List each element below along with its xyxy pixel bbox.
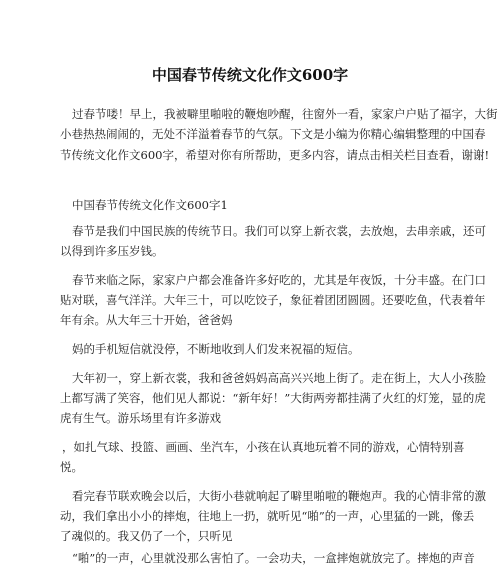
paragraph-line: 虎有生气。游乐场里有许多游戏	[60, 411, 221, 425]
paragraph-line: ，如扎气球、投篮、画画、坐汽车，小孩在认真地玩着不同的游戏，心情特别喜	[62, 440, 465, 454]
paragraph-line: 以得到许多压岁钱。	[60, 244, 164, 258]
paragraph-line: 了魂似的。我又仍了一个，只听见	[60, 529, 233, 543]
article-title: 中国春节传统文化作文600字	[151, 66, 349, 84]
paragraph-line: 悦。	[60, 460, 83, 474]
paragraph-line: 年有余。从大年三十开始，爸爸妈	[60, 313, 233, 327]
paragraph-line: 贴对联，喜气洋洋。大年三十，可以吃饺子，象征着团团圆圆。还要吃鱼，代表着年	[60, 293, 486, 307]
paragraph-line: 看完春节联欢晚会以后，大街小巷就响起了噼里啪啦的鞭炮声。我的心情非常的激	[72, 489, 486, 503]
paragraph-line: 春节来临之际，家家户户都会准备许多好吃的，尤其是年夜饭，十分丰盛。在门口	[72, 273, 486, 287]
paragraph-line: 过春节喽！早上，我被噼里啪啦的鞭炮吵醒，往窗外一看，家家户户贴了福字，大街	[72, 107, 498, 121]
paragraph-line: 动，我们拿出小小的摔炮，往地上一扔，就听见“啪”的一声，心里猛的一跳，像丢	[60, 509, 475, 523]
paragraph-line: 小巷热热闹闹的，无处不洋溢着春节的气氛。下文是小编为你精心编辑整理的中国春	[60, 127, 486, 141]
paragraph-line: 节传统文化作文600字，希望对你有所帮助，更多内容，请点击相关栏目查看，谢谢!	[60, 148, 490, 162]
paragraph-line: 大年初一，穿上新衣裳，我和爸爸妈妈高高兴兴地上街了。走在街上，大人小孩脸	[72, 371, 486, 385]
paragraph-line: “啪”的一声，心里就没那么害怕了。一会功夫，一盒摔炮就放完了。摔炮的声音	[72, 551, 475, 565]
paragraph-line: 春节是我们中国民族的传统节日。我们可以穿上新衣裳，去放炮，去串亲戚，还可	[72, 224, 486, 238]
section-heading: 中国春节传统文化作文600字1	[72, 198, 228, 212]
paragraph-line: 妈的手机短信就没停，不断地收到人们发来祝福的短信。	[72, 342, 360, 356]
paragraph-line: 上都写满了笑容，他们见人都说：“新年好！”大街两旁都挂满了火红的灯笼，显的虎	[60, 391, 486, 405]
